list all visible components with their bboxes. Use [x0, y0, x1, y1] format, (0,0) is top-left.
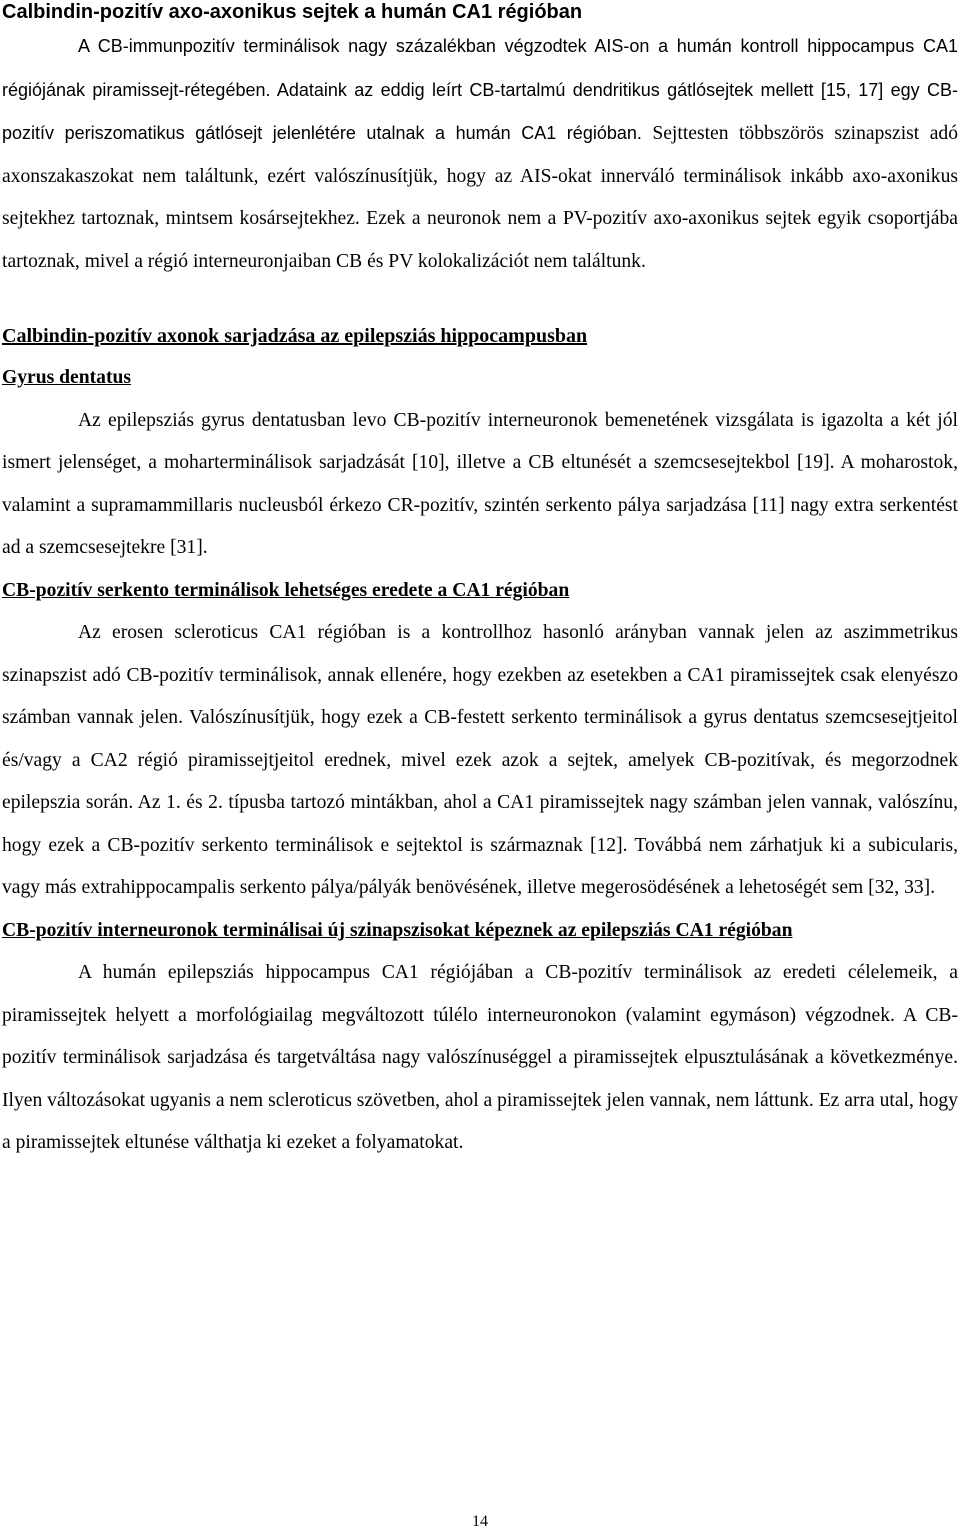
section-ca1-axo-axonic [2, 0, 958, 283]
paragraph-serif-text: Sejttesten többszörös szinapszist adó axonszakaszokat nem találtunk, ezért valószínusítjük, hogy az AIS-okat innerváló terminálisok inkább axo-axonikus sejtekhez tartoznak, mintsem kosársejtekhez. Ezek a neuronok nem a PV-pozitív axo-axonikus sejtek egyik csoportjába tartoznak, mivel a régió interneuronjaiban CB és PV kolokalizációt nem találtunk. [2, 123, 958, 272]
page-number: 14 [472, 1513, 488, 1530]
document-page [2, 0, 958, 1165]
section-paragraph [2, 25, 958, 283]
subsection-title-new-synapses: CB-pozitív interneuronok terminálisai új szinapszisokat képeznek az epilepsziás CA1 régióban [2, 919, 793, 941]
subsection-paragraph: Az epilepsziás gyrus dentatusban levo CB-pozitív interneuronok bemenetének vizsgálata is igazolta a két jól ismert jelenséget, a moharterminálisok sarjadzását [10], illetve a CB eltunését a szemcsesejtekbol [19]. A moharostok, valamint a supramammillaris nucleusból érkezo CR-pozitív, szintén serkento pálya sarjadzása [11] nagy extra serkentést ad a szemcsesejtekre [31]. [2, 409, 958, 558]
subsection-paragraph: Az erosen scleroticus CA1 régióban is a kontrollhoz hasonló arányban vannak jelen az aszimmetrikus szinapszist adó CB-pozitív terminálisok, annak ellenére, hogy ezekben az esetekben a CA1 piramissejtek csak elenyészo számban vannak jelen. Valószínusítjük, hogy ezek a CB-festett serkento terminálisok a gyrus dentatus szemcsesejtjeitol és/vagy a CA2 régió piramissejtjeitol erednek, mivel ezek azok a sejtek, amelyek CB-pozitívak, és megorzodnek epilepszia során. Az 1. és 2. típusba tartozó mintákban, ahol a CA1 piramissejtek nagy számban jelen vannak, valószínu, hogy ezek a CB-pozitív serkento terminálisok e sejtektol is származnak [12]. Továbbá nem zárhatjuk ki a subicularis, vagy más extrahippocampalis serkento pálya/pályák benövésének, illetve megerosödésének a lehetoségét sem [32, 33]. [2, 622, 958, 898]
section-title: Calbindin-pozitív axonok sarjadzása az epilepsziás hippocampusban [2, 325, 588, 347]
subsection-title-ca1-origin: CB-pozitív serkento terminálisok lehetséges eredete a CA1 régióban [2, 579, 570, 601]
subsection-title-gyrus-dentatus: Gyrus dentatus [2, 367, 132, 388]
section-title: Calbindin-pozitív axo-axonikus sejtek a humán CA1 régióban [2, 1, 583, 23]
subsection-paragraph: A humán epilepsziás hippocampus CA1 régiójában a CB-pozitív terminálisok az eredeti célelemeik, a piramissejtek helyett a morfológiailag megváltozott túlélo interneuronokon (valamint egymáson) végzodnek. A CB-pozitív terminálisok sarjadzása és targetváltása nagy valószínuséggel a piramissejtek elpusztulásának a következménye. Ilyen változásokat ugyanis a nem scleroticus szövetben, ahol a piramissejtek jelen vannak, nem láttunk. Ez arra utal, hogy a piramissejtek eltunése válthatja ki ezeket a folyamatokat. [2, 962, 958, 1153]
section-axon-sprouting [2, 315, 958, 1165]
paragraph-sans-text: A CB-immunpozitív terminálisok nagy százalékban végzodtek AIS-on a humán kontroll hippocampus CA1 régiójának piramissejt-rétegében. Adataink az eddig leírt CB-tartalmú dendritikus gátlósejtek mellett [15, 17] egy CB-pozitív periszomatikus gátlósejt jelenlétére utalnak a humán CA1 régióban. [2, 36, 958, 143]
